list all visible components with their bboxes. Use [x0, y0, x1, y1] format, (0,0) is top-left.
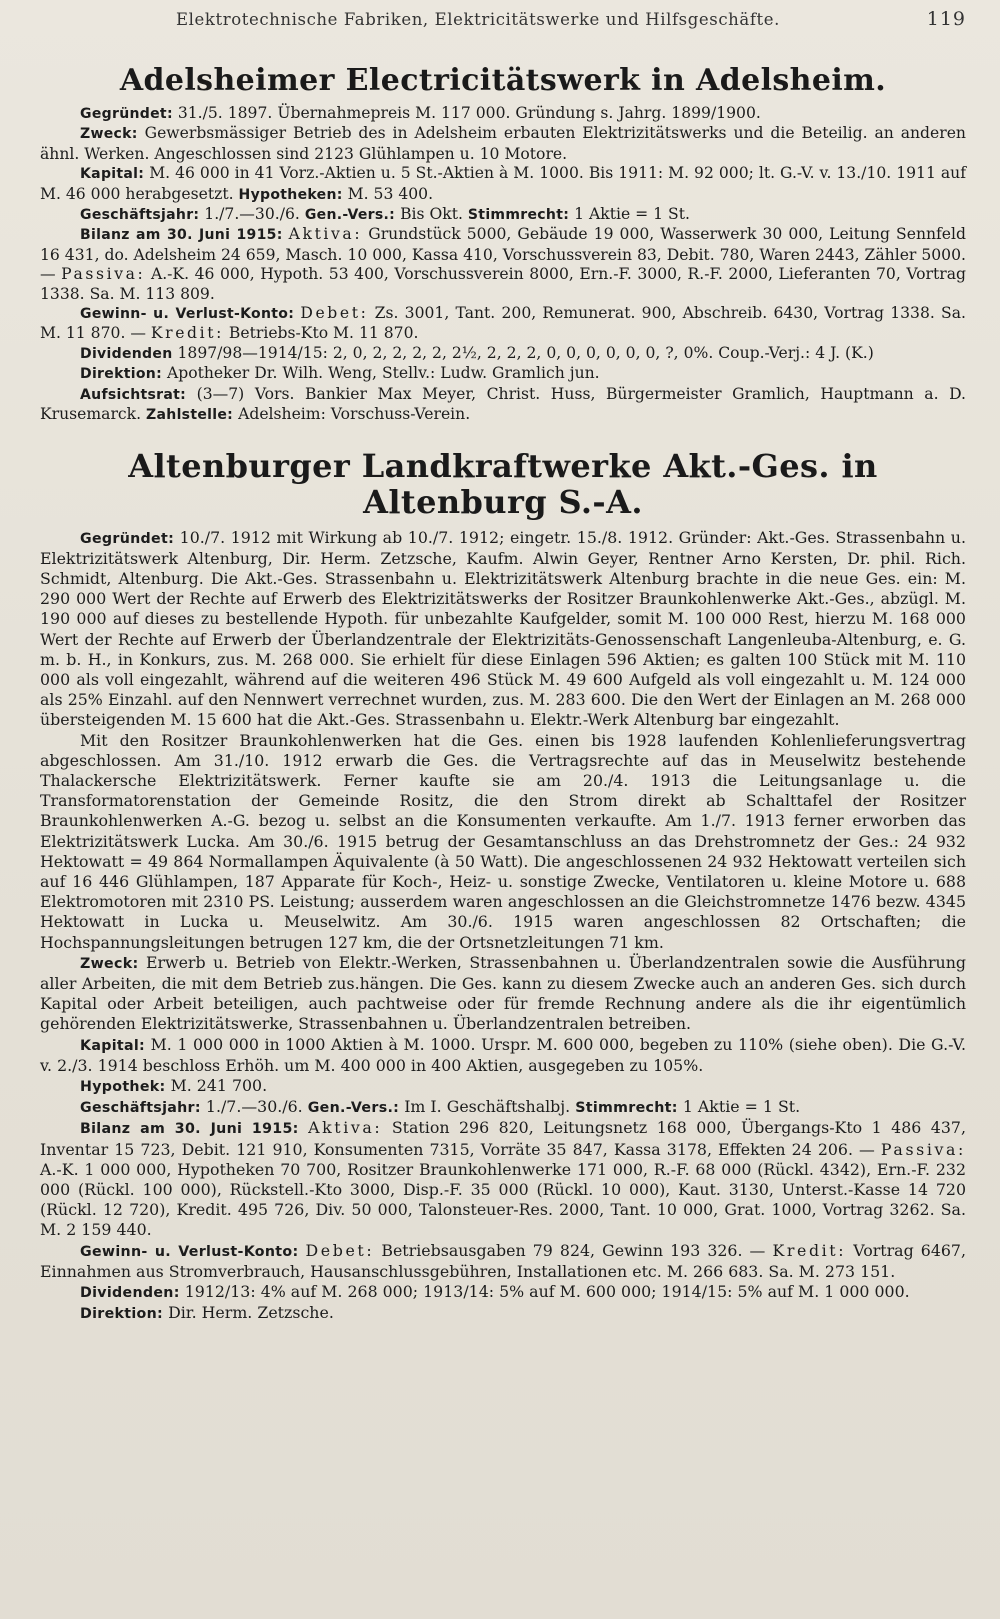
label-kapital: Kapital: [80, 1037, 146, 1054]
label-debet: Debet: [300, 304, 369, 323]
text-genvers: Im I. Geschäftshalbj. [404, 1097, 571, 1117]
text-kapital: M. 1 000 000 in 1000 Aktien à M. 1000. Urspr. M. 600 000, begeben zu 110% (siehe oben). Die G.-V. v. 2./3. 1914 beschloss Erhöh. um M. 400 000 in 400 Aktien, ausgegeben zu 105%. [40, 1034, 966, 1075]
text-zahlstelle: Adelsheim: Vorschuss-Verein. [238, 405, 471, 424]
label-genvers: Gen.-Vers.: [307, 1100, 400, 1117]
label-stimmrecht: Stimmrecht: [575, 1100, 678, 1117]
label-kredit: Kredit: [150, 324, 224, 343]
paragraph-gewinn [40, 304, 966, 344]
label-debet: Debet: [305, 1240, 375, 1260]
paragraph-bilanz [40, 225, 966, 304]
paragraph-zweck [40, 953, 966, 1035]
paragraph-aufsichtsrat [40, 385, 966, 426]
label-zweck: Zweck: [80, 126, 138, 143]
label-passiva: Passiva: [61, 265, 146, 284]
text-stimmrecht: 1 Aktie = 1 St. [574, 205, 690, 224]
text-direktion: Dir. Herm. Zetzsche. [168, 1303, 334, 1323]
text-hypotheken: M. 53 400. [347, 184, 434, 203]
paragraph-gegruendet [40, 528, 966, 731]
text-aktiva: Station 296 820, Leitungsnetz 168 000, Übergangs-Kto 1 486 437, Inventar 15 723, Debit. 121 910, Konsumenten 7315, Vorräte 35 847, Kassa 3178, Effekten 24 206. — [40, 1118, 966, 1159]
label-zahlstelle: Zahlstelle: [146, 407, 234, 424]
entry-altenburg [40, 448, 966, 1325]
label-aktiva: Aktiva: [288, 225, 363, 244]
entry-title: Adelsheimer Electricitätswerk in Adelsheim. [119, 63, 887, 98]
text-zweck: Erwerb u. Betrieb von Elektr.-Werken, Strassenbahnen u. Überlandzentralen sowie die Ausführung aller Arbeiten, die mit dem Betrieb zus.hängen. Die Ges. kann zu diesem Zwecke auch an anderen Ges. sich durch Kapital oder Arbeit beteiligen, auch pachtweise oder für fremde Rechnung andere als die ihr eigentümlich gehörenden Elektrizitätswerke, Strassenbahnen u. Überlandzentralen betreiben. [40, 952, 966, 1034]
paragraph-kapital [40, 164, 966, 205]
running-title: Elektrotechnische Fabriken, Elektricitätswerke und Hilfsgeschäfte. [176, 10, 780, 29]
label-direktion: Direktion: [80, 366, 162, 383]
entry-body [40, 528, 966, 1325]
text-gegruendet: 10./7. 1912 mit Wirkung ab 10./7. 1912; eingetr. 15./8. 1912. Gründer: Akt.-Ges. Strassenbahn u. Elektrizitätswerk Altenburg, Dir. Herm. Zetzsche, Kaufm. Alwin Geyer, Rentner Arno Kersten, Dr. phil. Rich. Schmidt, Altenburg. Die Akt.-Ges. Strassenbahn u. Elektrizitätswerk Altenburg brachte in die neue Ges. ein: M. 290 000 Wert der Rechte auf Erwerb des Elektrizitätswerks der Rositzer Braunkohlenwerke Akt.-Ges., abzügl. M. 190 000 auf dieses zu bestellende Hypoth. für unbezahlte Kaufgelder, somit M. 100 000 Rest, hierzu M. 168 000 Wert der Rechte auf Erwerb der Überlandzentrale der Elektrizitäts-Genossenschaft Langenleuba-Altenburg, e. G. m. b. H., in Konkurs, zus. M. 268 000. Sie erhielt für diese Einlagen 596 Aktien; es galten 100 Stück mit M. 110 000 als voll eingezahlt, während auf die weiteren 496 Stück M. 49 600 Aufgeld als voll eingezahlt u. M. 124 000 als 25% Einzahl. auf den Nennwert verrechnet wurden, zus. M. 283 600. Die den Wert der Einlagen an M. 268 000 übersteigenden M. 15 600 hat die Akt.-Ges. Strassenbahn u. Elektr.-Werk Altenburg bar eingezahlt. [40, 527, 966, 730]
paragraph-dividenden [40, 1282, 966, 1303]
paragraph-dividenden [40, 344, 966, 364]
text-passiva: A.-K. 46 000, Hypoth. 53 400, Vorschussverein 8000, Ern.-F. 3000, R.-F. 2000, Lieferanten 70, Vortrag 1338. Sa. M. 113 809. [40, 265, 966, 303]
paragraph-bilanz [40, 1118, 966, 1240]
label-hypotheken: Hypotheken: [238, 186, 343, 203]
label-gegruendet: Gegründet: [80, 106, 173, 122]
text-gegruendet: 31./5. 1897. Übernahmepreis M. 117 000. Gründung s. Jahrg. 1899/1900. [177, 104, 761, 122]
label-dividenden: Dividenden: [80, 1285, 180, 1302]
text-kredit: Betriebs-Kto M. 11 870. [228, 324, 419, 343]
entry-adelsheim [40, 64, 966, 426]
text-hypothek: M. 241 700. [170, 1075, 268, 1095]
label-gewinn: Gewinn- u. Verlust-Konto: [80, 1243, 299, 1260]
paragraph-zweck [40, 124, 966, 164]
text-aktiva: Grundstück 5000, Gebäude 19 000, Wasserwerk 30 000, Leitung Sennfeld 16 431, do. Adelsheim 24 659, Masch. 10 000, Kassa 410, Vorschussverein 83, Debit. 780, Waren 2443, Zähler 5000. — [40, 225, 967, 284]
paragraph-rositz: Mit den Rositzer Braunkohlenwerken hat die Ges. einen bis 1928 laufenden Kohlenlieferungsvertrag abgeschlossen. Am 31./10. 1912 erwarb die Ges. die Vertragsrechte auf das in Meuselwitz bestehende Thalackersche Elektrizitätswerk. Ferner kaufte sie am 20./4. 1913 die Leitungsanlage u. die Transformatorenstation der Gemeinde Rositz, die den Strom direkt ab Schalttafel der Rositzer Braunkohlenwerken A.-G. bezog u. selbst an die Konsumenten verkaufte. Am 1./7. 1913 ferner erworben das Elektrizitätswerk Lucka. Am 30./6. 1915 betrug der Gesamtanschluss an das Drehstromnetz der Ges.: 24 932 Hektowatt = 49 864 Normallampen Äquivalente (à 50 Watt). Die angeschlossenen 24 932 Hektowatt verteilen sich auf 16 446 Glühlampen, 187 Apparate für Koch-, Heiz- u. sonstige Zwecke, Ventilatoren u. kleine Motore u. 688 Elektromotoren mit 2310 PS. Leistung; ausserdem waren angeschlossen an die Gleichstromnetze 1476 bezw. 4345 Hektowatt in Lucka u. Meuselwitz. Am 30./6. 1915 waren angeschlossen 82 Ortschaften; die Hochspannungsleitungen betrugen 127 km, die der Ortsnetzleitungen 71 km. [40, 730, 966, 952]
entry-body [40, 104, 966, 426]
text-zweck: Gewerbsmässiger Betrieb des in Adelsheim erbauten Elektrizitätswerks und die Beteilig. an anderen ähnl. Werken. Angeschlossen sind 2123 Glühlampen u. 10 Motore. [40, 124, 966, 163]
label-stimmrecht: Stimmrecht: [467, 207, 570, 224]
text-debet: Zs. 3001, Tant. 200, Remunerat. 900, Abschreib. 6430, Vortrag 1338. Sa. M. 11 870. — [40, 304, 966, 343]
label-gewinn: Gewinn- u. Verlust-Konto: [80, 306, 295, 323]
text-genvers: Bis Okt. [400, 205, 463, 224]
paragraph-geschaeftsjahr [40, 205, 966, 225]
text-stimmrecht: 1 Aktie = 1 St. [682, 1097, 801, 1117]
label-bilanz: Bilanz am 30. Juni 1915: [80, 227, 283, 244]
page-number: 119 [926, 8, 966, 30]
label-zweck: Zweck: [80, 955, 139, 972]
paragraph-direktion [40, 1303, 966, 1324]
label-bilanz: Bilanz am 30. Juni 1915: [80, 1121, 299, 1138]
text-geschaeftsjahr: 1./7.—30./6. [204, 205, 300, 224]
label-genvers: Gen.-Vers.: [304, 207, 396, 224]
label-direktion: Direktion: [80, 1306, 164, 1323]
text-direktion: Apotheker Dr. Wilh. Weng, Stellv.: Ludw. Gramlich jun. [166, 364, 600, 383]
text-passiva: A.-K. 1 000 000, Hypotheken 70 700, Rositzer Braunkohlenwerke 171 000, R.-F. 68 000 (Rückl. 4342), Ern.-F. 232 000 (Rückl. 100 000), Rückstell.-Kto 3000, Disp.-F. 35 000 (Rückl. 10 000), Kaut. 3130, Unterst.-Kasse 14 720 (Rückl. 12 720), Kredit. 495 726, Div. 50 000, Talonsteuer-Res. 2000, Tant. 10 000, Grat. 1000, Vortrag 3262. Sa. M. 2 159 440. [40, 1159, 966, 1240]
running-header [40, 6, 966, 36]
label-kredit: Kredit: [772, 1240, 847, 1260]
text-dividenden: 1897/98—1914/15: 2, 0, 2, 2, 2, 2, 2½, 2, 2, 2, 0, 0, 0, 0, 0, 0, ?, 0%. Coup.-Verj.: 4 J. (K.) [177, 343, 874, 362]
label-hypothek: Hypothek: [80, 1078, 166, 1095]
label-aktiva: Aktiva: [308, 1118, 383, 1138]
text-debet: Betriebsausgaben 79 824, Gewinn 193 326. — [381, 1240, 766, 1260]
paragraph-direktion [40, 364, 966, 384]
text-dividenden: 1912/13: 4% auf M. 268 000; 1913/14: 5% auf M. 600 000; 1914/15: 5% auf M. 1 000 000. [184, 1282, 910, 1302]
label-aufsichtsrat: Aufsichtsrat: [80, 386, 187, 403]
paragraph-gegruendet [40, 104, 966, 124]
text-kredit: Vortrag 6467, Einnahmen aus Stromverbrauch, Hausanschlussgebühren, Installationen etc. M. 266 683. Sa. M. 273 151. [40, 1240, 967, 1281]
label-geschaeftsjahr: Geschäftsjahr: [80, 1100, 201, 1117]
label-dividenden: Dividenden [80, 345, 173, 362]
label-passiva: Passiva: [880, 1139, 966, 1159]
label-kapital: Kapital: [80, 166, 145, 183]
paragraph-geschaeftsjahr [40, 1097, 966, 1118]
label-geschaeftsjahr: Geschäftsjahr: [80, 207, 200, 224]
paragraph-kapital [40, 1035, 966, 1076]
paragraph-gewinn [40, 1241, 966, 1282]
entry-title: Altenburger Landkraftwerke Akt.-Ges. in Altenburg S.-A. [128, 446, 878, 521]
text-aufsichtsrat: (3—7) Vors. Bankier Max Meyer, Christ. Huss, Bürgermeister Gramlich, Hauptmann a. D. Krusemarck. [40, 384, 966, 424]
label-gegruendet: Gegründet: [80, 530, 175, 547]
paragraph-hypothek [40, 1076, 966, 1097]
text-geschaeftsjahr: 1./7.—30./6. [205, 1097, 303, 1117]
text-kapital: M. 46 000 in 41 Vorz.-Aktien u. 5 St.-Aktien à M. 1000. Bis 1911: M. 92 000; lt. G.-V. v. 13./10. 1911 auf M. 46 000 herabgesetzt. [40, 164, 966, 203]
